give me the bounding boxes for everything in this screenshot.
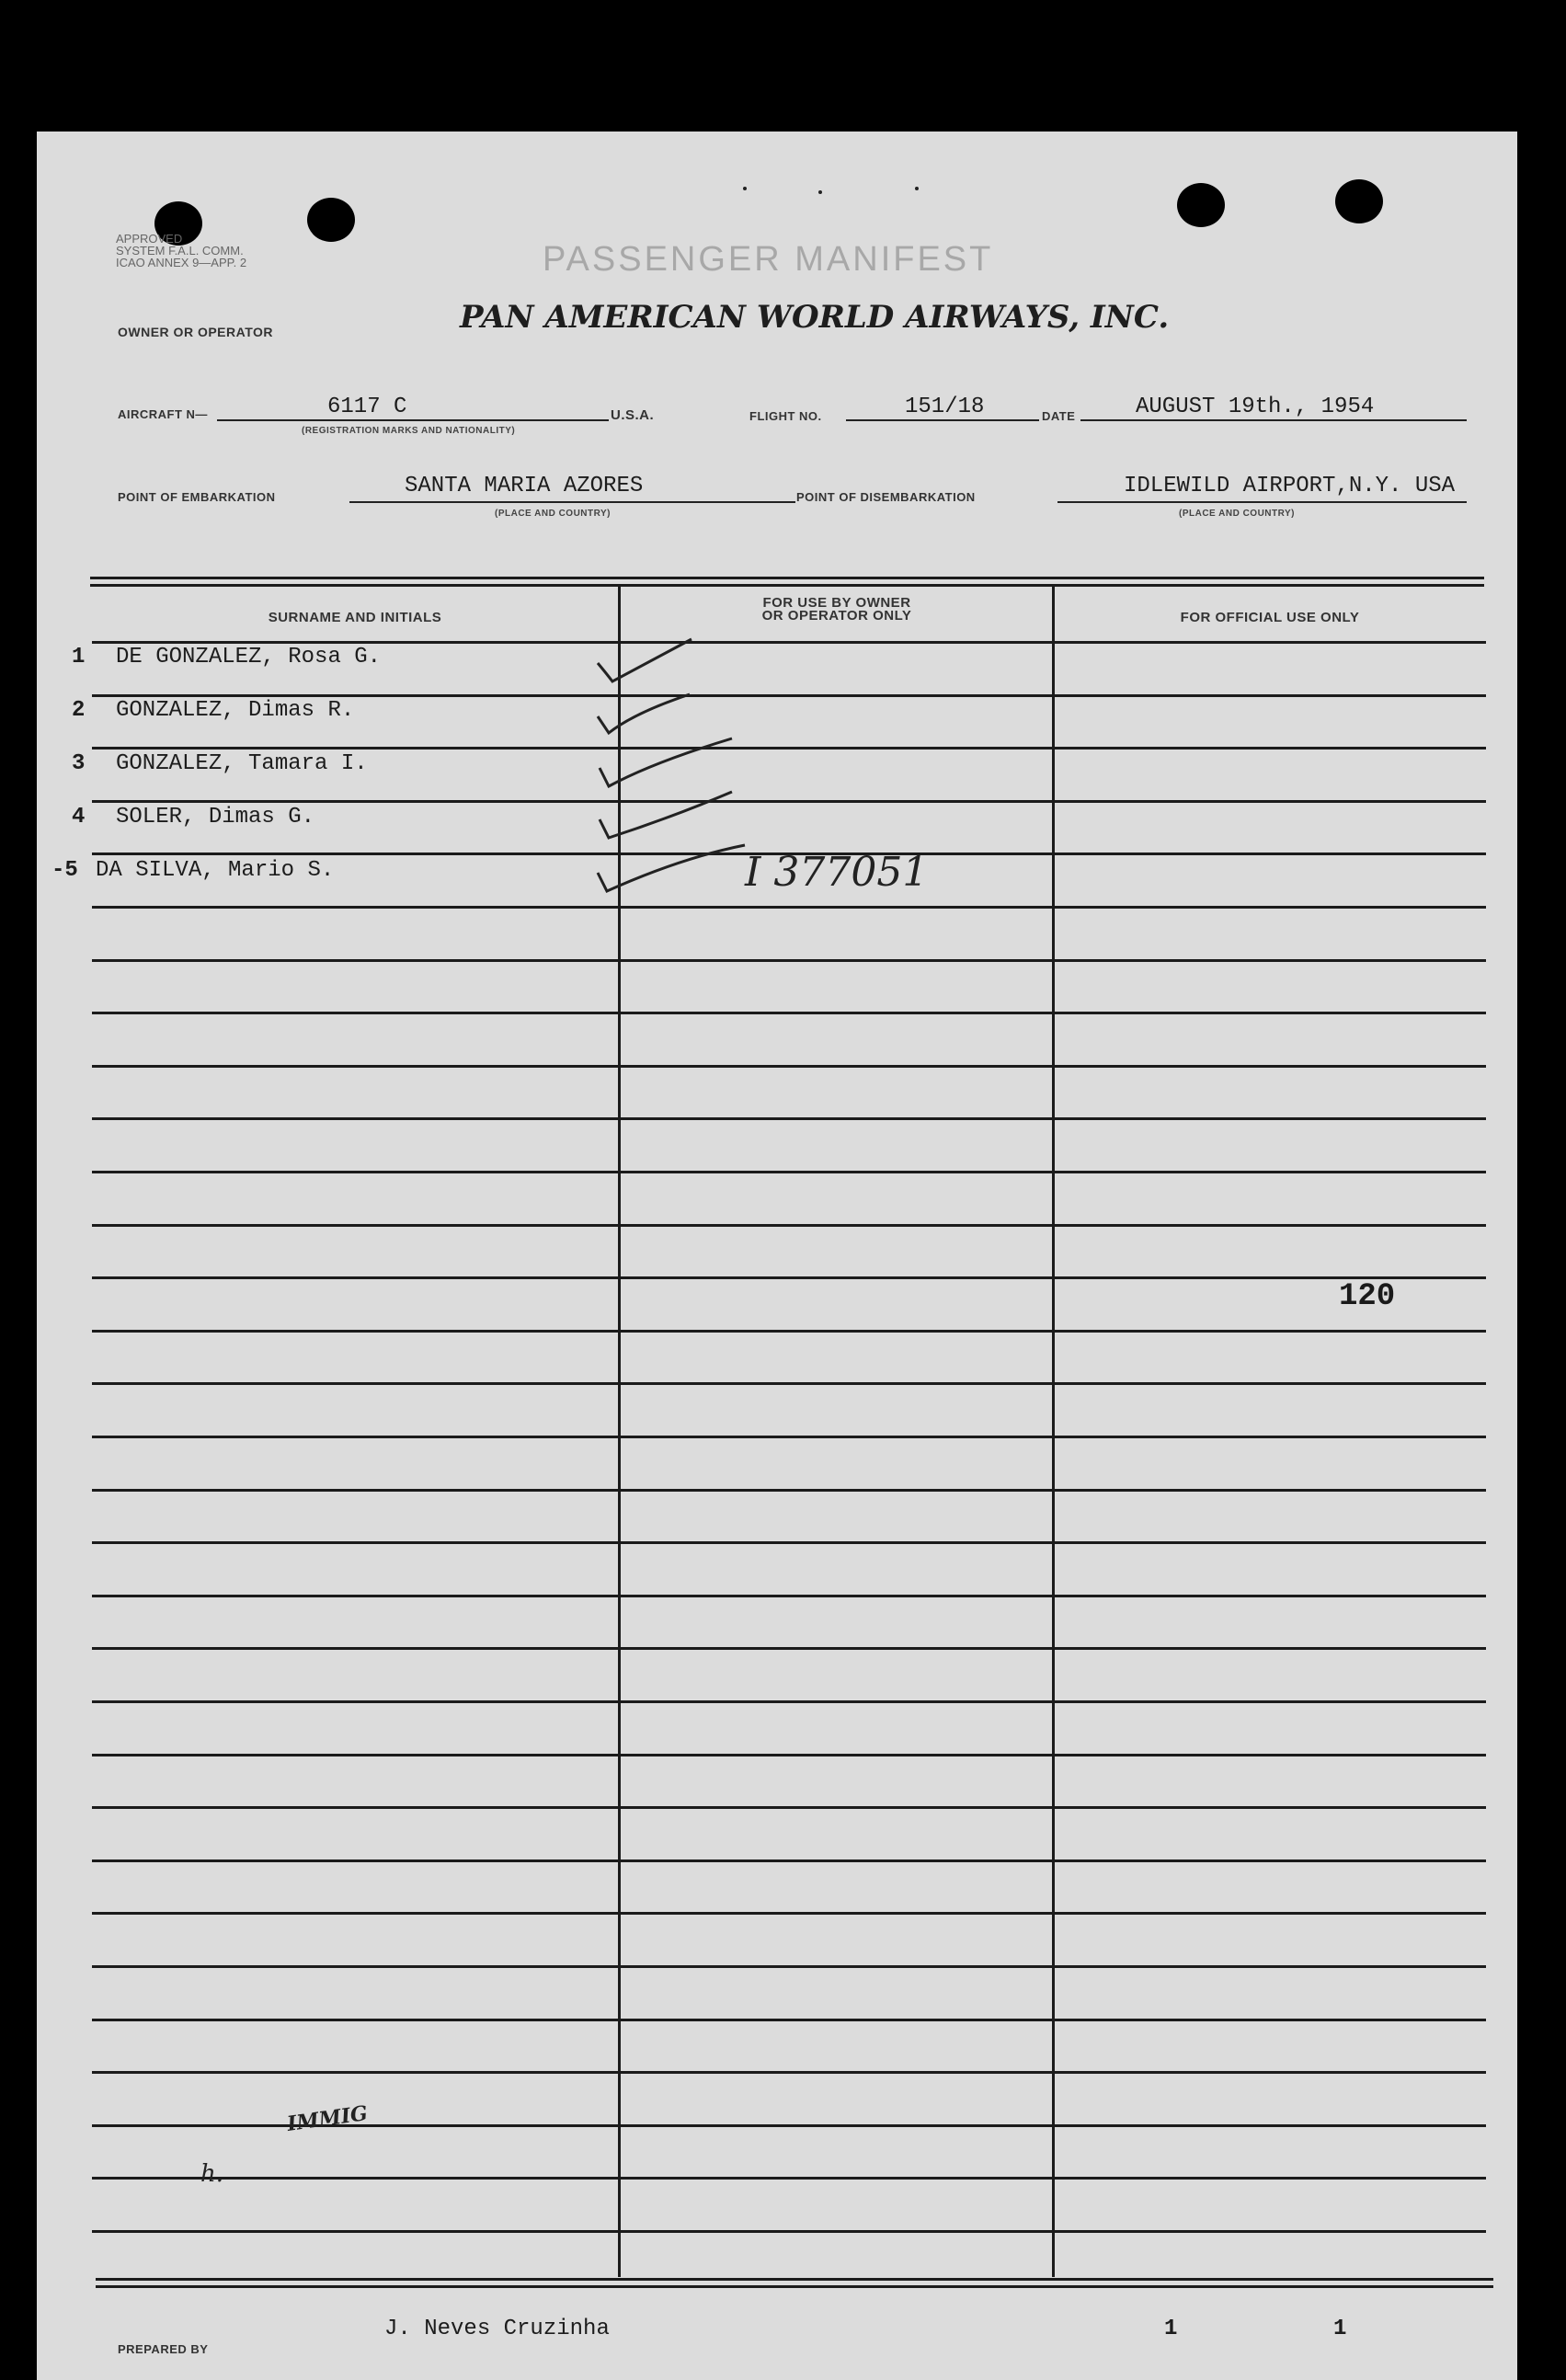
table-row-rule <box>92 1065 1486 1068</box>
passenger-name: GONZALEZ, Tamara I. <box>116 751 368 776</box>
table-row-rule <box>92 641 1486 644</box>
table-row-rule <box>92 2071 1486 2074</box>
table-row-rule <box>92 800 1486 803</box>
table-top-rule <box>90 584 1484 587</box>
passenger-name: GONZALEZ, Dimas R. <box>116 698 355 723</box>
form-title: PASSENGER MANIFEST <box>543 240 994 279</box>
disembarkation-value: IDLEWILD AIRPORT,N.Y. USA <box>1124 474 1456 498</box>
approval-note: APPROVED SYSTEM F.A.L. COMM. ICAO ANNEX 9—APP. 2 <box>116 232 247 269</box>
table-row-rule <box>92 1595 1486 1597</box>
owner-handwritten-number: I 377051 <box>745 849 929 896</box>
table-bottom-rule <box>96 2285 1493 2288</box>
row-number: -5 <box>51 858 78 883</box>
official-stamp-number: 120 <box>1339 1279 1396 1314</box>
col-owner-header: FOR USE BY OWNER OR OPERATOR ONLY <box>761 595 912 624</box>
table-row-rule <box>92 1859 1486 1862</box>
table-row-rule <box>92 2230 1486 2233</box>
table-row-rule <box>92 1647 1486 1650</box>
row-number: 4 <box>72 805 86 830</box>
country-label: U.S.A. <box>611 407 655 423</box>
aircraft-underline <box>217 419 609 421</box>
punch-hole-icon <box>1335 179 1383 223</box>
table-row-rule <box>92 959 1486 962</box>
embarkation-label: POINT OF EMBARKATION <box>118 490 276 504</box>
speck-icon <box>915 187 919 190</box>
handwritten-note: h. <box>200 2160 224 2188</box>
embarkation-value: SANTA MARIA AZORES <box>405 474 644 498</box>
registration-note: (REGISTRATION MARKS AND NATIONALITY) <box>302 426 516 436</box>
flight-underline <box>846 419 1039 421</box>
disembarkation-place-note: (PLACE AND COUNTRY) <box>1179 509 1295 519</box>
embarkation-underline <box>349 501 795 503</box>
speck-icon <box>743 187 747 190</box>
table-row-rule <box>92 1436 1486 1438</box>
column-divider <box>1052 587 1055 2277</box>
prepared-by-name: J. Neves Cruzinha <box>384 2317 610 2341</box>
table-row-rule <box>92 2019 1486 2021</box>
check-mark-icon <box>598 694 690 733</box>
table-row-rule <box>92 1012 1486 1014</box>
date-label: DATE <box>1042 409 1076 423</box>
check-mark-icon <box>600 792 732 838</box>
owner-label: OWNER OR OPERATOR <box>118 325 273 339</box>
row-number: 1 <box>72 645 86 669</box>
table-bottom-rule <box>96 2278 1493 2281</box>
flight-label: FLIGHT NO. <box>749 409 822 423</box>
passenger-name: DA SILVA, Mario S. <box>96 858 335 883</box>
table-row-rule <box>92 1965 1486 1968</box>
table-row-rule <box>92 694 1486 697</box>
row-number: 2 <box>72 698 86 723</box>
table-row-rule <box>92 1541 1486 1544</box>
operator-name: PAN AMERICAN WORLD AIRWAYS, INC. <box>460 299 1170 336</box>
prepared-by-label: PREPARED BY <box>118 2342 209 2356</box>
punch-hole-icon <box>1177 183 1225 227</box>
speck-icon <box>818 190 822 194</box>
table-row-rule <box>92 1700 1486 1703</box>
check-mark-icon <box>600 738 732 786</box>
handwritten-note: IMMIG <box>285 2100 370 2137</box>
date-underline <box>1080 419 1467 421</box>
footer-count: 1 <box>1333 2317 1347 2341</box>
disembarkation-underline <box>1057 501 1467 503</box>
passenger-name: DE GONZALEZ, Rosa G. <box>116 645 382 669</box>
check-mark-icon <box>598 639 692 681</box>
aircraft-number: 6117 C <box>327 395 407 419</box>
table-row-rule <box>92 1806 1486 1809</box>
table-row-rule <box>92 2177 1486 2180</box>
aircraft-label: AIRCRAFT N— <box>118 407 208 421</box>
disembarkation-label: POINT OF DISEMBARKATION <box>796 490 976 504</box>
manifest-sheet <box>37 132 1517 2380</box>
col-official-header: FOR OFFICIAL USE ONLY <box>1180 610 1360 625</box>
footer-count: 1 <box>1164 2317 1178 2341</box>
punch-hole-icon <box>307 198 355 242</box>
date-value: AUGUST 19th., 1954 <box>1136 395 1375 419</box>
table-row-rule <box>92 1330 1486 1333</box>
table-row-rule <box>92 747 1486 749</box>
table-row-rule <box>92 1382 1486 1385</box>
col-surname-header: SURNAME AND INITIALS <box>268 610 442 625</box>
table-row-rule <box>92 1224 1486 1227</box>
table-row-rule <box>92 1117 1486 1120</box>
row-number: 3 <box>72 751 86 776</box>
passenger-name: SOLER, Dimas G. <box>116 805 315 830</box>
check-mark-icon <box>598 845 745 891</box>
table-row-rule <box>92 1489 1486 1492</box>
table-top-rule <box>90 577 1484 579</box>
table-row-rule <box>92 1754 1486 1756</box>
table-row-rule <box>92 1912 1486 1915</box>
table-row-rule <box>92 1171 1486 1173</box>
flight-number: 151/18 <box>905 395 985 419</box>
table-row-rule <box>92 1276 1486 1279</box>
embarkation-place-note: (PLACE AND COUNTRY) <box>495 509 611 519</box>
table-row-rule <box>92 906 1486 909</box>
